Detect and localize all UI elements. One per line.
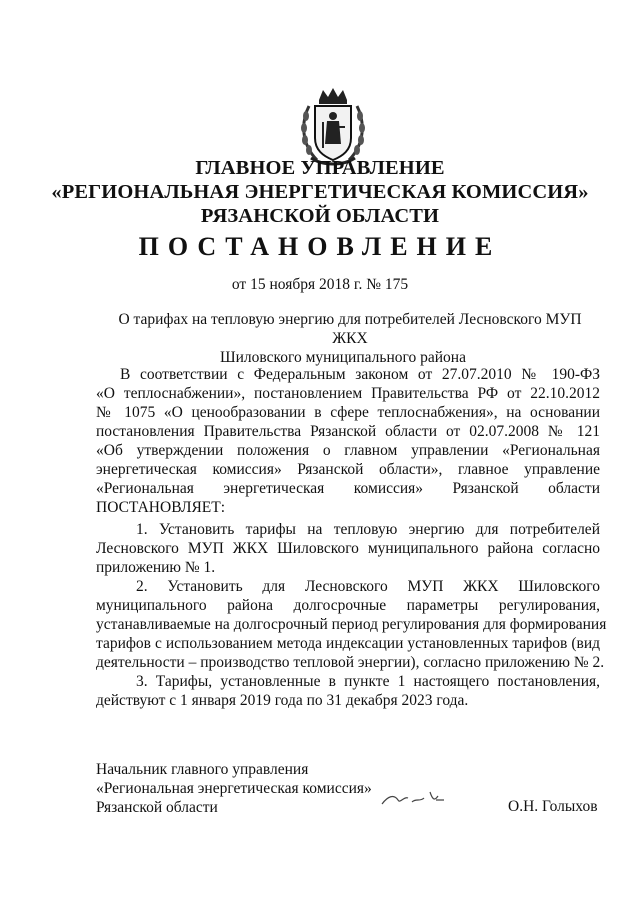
signatory-position-line: Начальник главного управления xyxy=(96,761,309,778)
item-2-line: муниципального района долгосрочные параметры регулирования, xyxy=(96,597,600,614)
handwritten-signature xyxy=(378,786,450,810)
document-date-number: от 15 ноября 2018 г. № 175 xyxy=(231,276,409,293)
preamble-line: № 1075 «О ценообразовании в сфере теплоснабжения», на основании xyxy=(96,404,600,421)
preamble-paragraph xyxy=(96,365,600,517)
document-type-title: ПОСТАНОВЛЕНИЕ xyxy=(138,232,502,261)
header-line-2: «РЕГИОНАЛЬНАЯ ЭНЕРГЕТИЧЕСКАЯ КОМИССИЯ» xyxy=(51,181,589,203)
preamble-line: «Региональная энергетическая комиссия» Рязанской области xyxy=(96,480,600,497)
header-line-1: ГЛАВНОЕ УПРАВЛЕНИЕ xyxy=(195,157,445,179)
header-line-3: РЯЗАНСКОЙ ОБЛАСТИ xyxy=(200,205,440,227)
item-1-line: приложению № 1. xyxy=(96,559,216,576)
item-2-line: тарифов с использованием метода индексации установленных тарифов (вид xyxy=(96,635,600,652)
item-3-line: 3. Тарифы, установленные в пункте 1 настоящего постановления, xyxy=(136,673,600,690)
preamble-line-resolves: ПОСТАНОВЛЯЕТ: xyxy=(96,499,226,516)
item-1-line: 1. Установить тарифы на тепловую энергию для потребителей xyxy=(136,521,600,538)
preamble-line: энергетическая комиссия» Рязанской области», главное управление xyxy=(96,461,600,478)
item-2-paragraph xyxy=(96,577,607,672)
item-3-paragraph xyxy=(96,672,600,710)
item-1-line: Лесновского МУП ЖКХ Шиловского муниципального района согласно xyxy=(96,540,600,557)
preamble-line: «О теплоснабжении», постановлением Правительства РФ от 22.10.2012 xyxy=(96,385,600,402)
signatory-position-line: «Региональная энергетическая комиссия» xyxy=(96,780,372,797)
item-1-paragraph xyxy=(96,520,600,577)
preamble-line: постановления Правительства Рязанской области от 02.07.2008 № 121 xyxy=(96,423,600,440)
preamble-line: «Об утверждении положения о главном управлении «Региональная xyxy=(96,442,600,459)
signatory-position xyxy=(96,760,372,817)
item-3-line: действуют с 1 января 2019 года по 31 декабря 2023 года. xyxy=(96,692,469,709)
signatory-position-line: Рязанской области xyxy=(96,799,218,816)
signatory-name: О.Н. Голыхов xyxy=(508,798,598,815)
document-subject xyxy=(100,310,600,367)
subject-line-2: Шиловского муниципального района xyxy=(220,349,466,366)
item-2-line: деятельности – производство тепловой энергии), согласно приложению № 2. xyxy=(96,654,605,671)
subject-line-1: О тарифах на тепловую энергию для потребителей Лесновского МУП ЖКХ xyxy=(118,311,582,347)
item-2-line: устанавливаемые на долгосрочный период регулирования для формирования xyxy=(96,616,607,633)
item-2-line: 2. Установить для Лесновского МУП ЖКХ Шиловского xyxy=(136,578,600,595)
preamble-line: В соответствии с Федеральным законом от 27.07.2010 № 190-ФЗ xyxy=(120,366,600,383)
